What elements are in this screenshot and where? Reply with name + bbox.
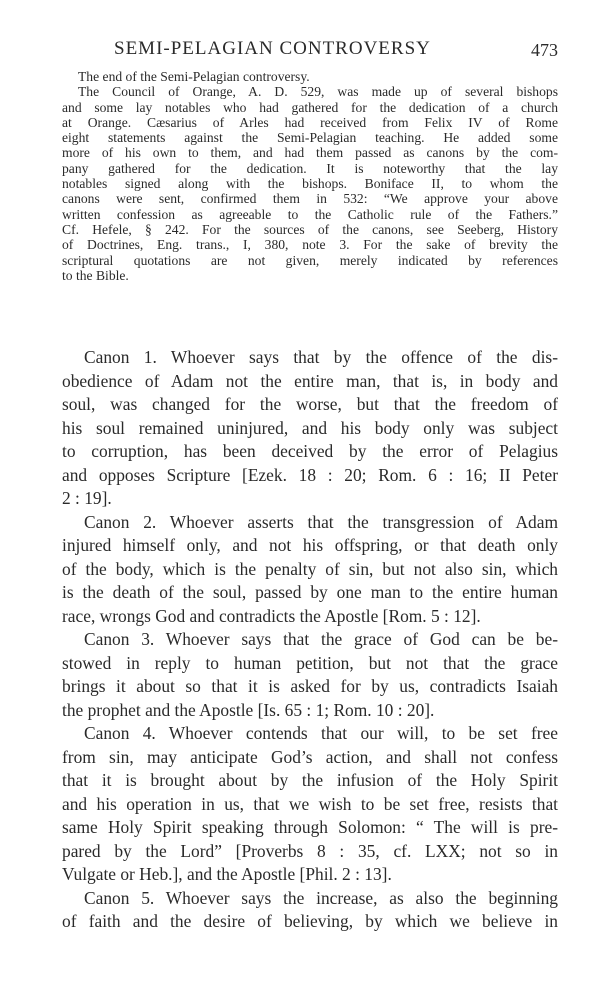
running-header — [62, 38, 558, 62]
canon-line: to corruption, has been deceived by the error of Pelagius — [62, 441, 558, 461]
intro-line: scriptural quotations are not given, merely indicated by references — [62, 252, 558, 268]
canon-line: Canon 5. Whoever says the increase, as also the beginning — [84, 887, 558, 908]
canon-line: Canon 3. Whoever says that the grace of God can be be- — [84, 629, 558, 649]
canon-line: injured himself only, and not his offspring, or that death only — [62, 535, 558, 555]
canon-line: Canon 4. Whoever contends that our will, to be set free — [84, 723, 558, 743]
canon-line: brings it about so that it is asked for by us, contradicts Isaiah — [62, 676, 558, 696]
intro-line: more of his own to them, and had them passed as canons by the com- — [62, 145, 558, 161]
introduction-paragraphs — [62, 69, 558, 283]
canon-line: race, wrongs God and contradicts the Apostle [Rom. 5 : 12]. — [62, 605, 481, 626]
canon-line: pared by the Lord” [Proverbs 8 : 35, cf. LXX; not so in — [62, 840, 558, 861]
canon-line: Canon 2. Whoever asserts that the transgression of Adam — [84, 511, 558, 532]
canon-line: and opposes Scripture [Ezek. 18 : 20; Rom. 6 : 16; II Peter — [62, 464, 558, 485]
canon-line: obedience of Adam not the entire man, that is, in body and — [62, 370, 558, 391]
intro-line: and some lay notables who had gathered for the dedication of a church — [62, 99, 558, 115]
running-title: SEMI-PELAGIAN CONTROVERSY — [114, 38, 431, 59]
canon-line: of faith and the desire of believing, by which we believe in — [62, 911, 558, 931]
canon-paragraph — [62, 346, 558, 511]
canons-text — [62, 346, 558, 934]
canon-paragraph — [62, 722, 558, 887]
intro-line: Cf. Hefele, § 242. For the sources of the canons, see Seeberg, History — [62, 221, 558, 237]
canon-line: from sin, may anticipate God’s action, and shall not confess — [62, 746, 558, 767]
intro-line: The Council of Orange, A. D. 529, was made up of several bishops — [78, 84, 558, 100]
intro-line: written confession as agreeable to the Catholic rule of the Fathers.” — [62, 206, 558, 222]
intro-line: The end of the Semi-Pelagian controversy. — [78, 69, 310, 84]
canon-line: the prophet and the Apostle [Is. 65 : 1; Rom. 10 : 20]. — [62, 699, 435, 720]
intro-line: of Doctrines, Eng. trans., I, 380, note 3. For the sake of brevity the — [62, 237, 558, 253]
intro-line: eight statements against the Semi-Pelagian teaching. He added some — [62, 130, 558, 146]
canon-line: that it is brought about by the infusion of the Holy Spirit — [62, 770, 558, 790]
canon-line: soul, was changed for the worse, but that the freedom of — [62, 394, 558, 414]
canon-paragraph — [62, 511, 558, 629]
page-number: 473 — [531, 40, 558, 60]
canon-line: Vulgate or Heb.], and the Apostle [Phil. 2 : 13]. — [62, 864, 392, 884]
intro-line: canons were sent, confirmed them in 532: “We approve your above — [62, 191, 558, 207]
intro-line: pany gathered for the dedication. It is noteworthy that the lay — [62, 160, 558, 176]
canon-line: his soul remained uninjured, and his body only was subject — [62, 417, 558, 438]
canon-line: stowed in reply to human petition, but not that the grace — [62, 652, 558, 673]
canon-line: same Holy Spirit speaking through Solomon: “ The will is pre- — [62, 817, 558, 837]
canon-line: and his operation in us, that we wish to be set free, resists that — [62, 793, 558, 814]
canon-paragraph — [62, 628, 558, 722]
canon-line: is the death of the soul, passed by one man to the entire human — [62, 582, 558, 602]
canon-paragraph — [62, 887, 558, 934]
intro-line: notables signed along with the bishops. Boniface II, to whom the — [62, 176, 558, 192]
canon-line: Canon 1. Whoever says that by the offence of the dis- — [84, 347, 558, 367]
canon-line: of the body, which is the penalty of sin, but not also sin, which — [62, 558, 558, 579]
intro-line: at Orange. Cæsarius of Arles had received from Felix IV of Rome — [62, 114, 558, 130]
canon-line: 2 : 19]. — [62, 488, 112, 508]
intro-line: to the Bible. — [62, 267, 129, 283]
